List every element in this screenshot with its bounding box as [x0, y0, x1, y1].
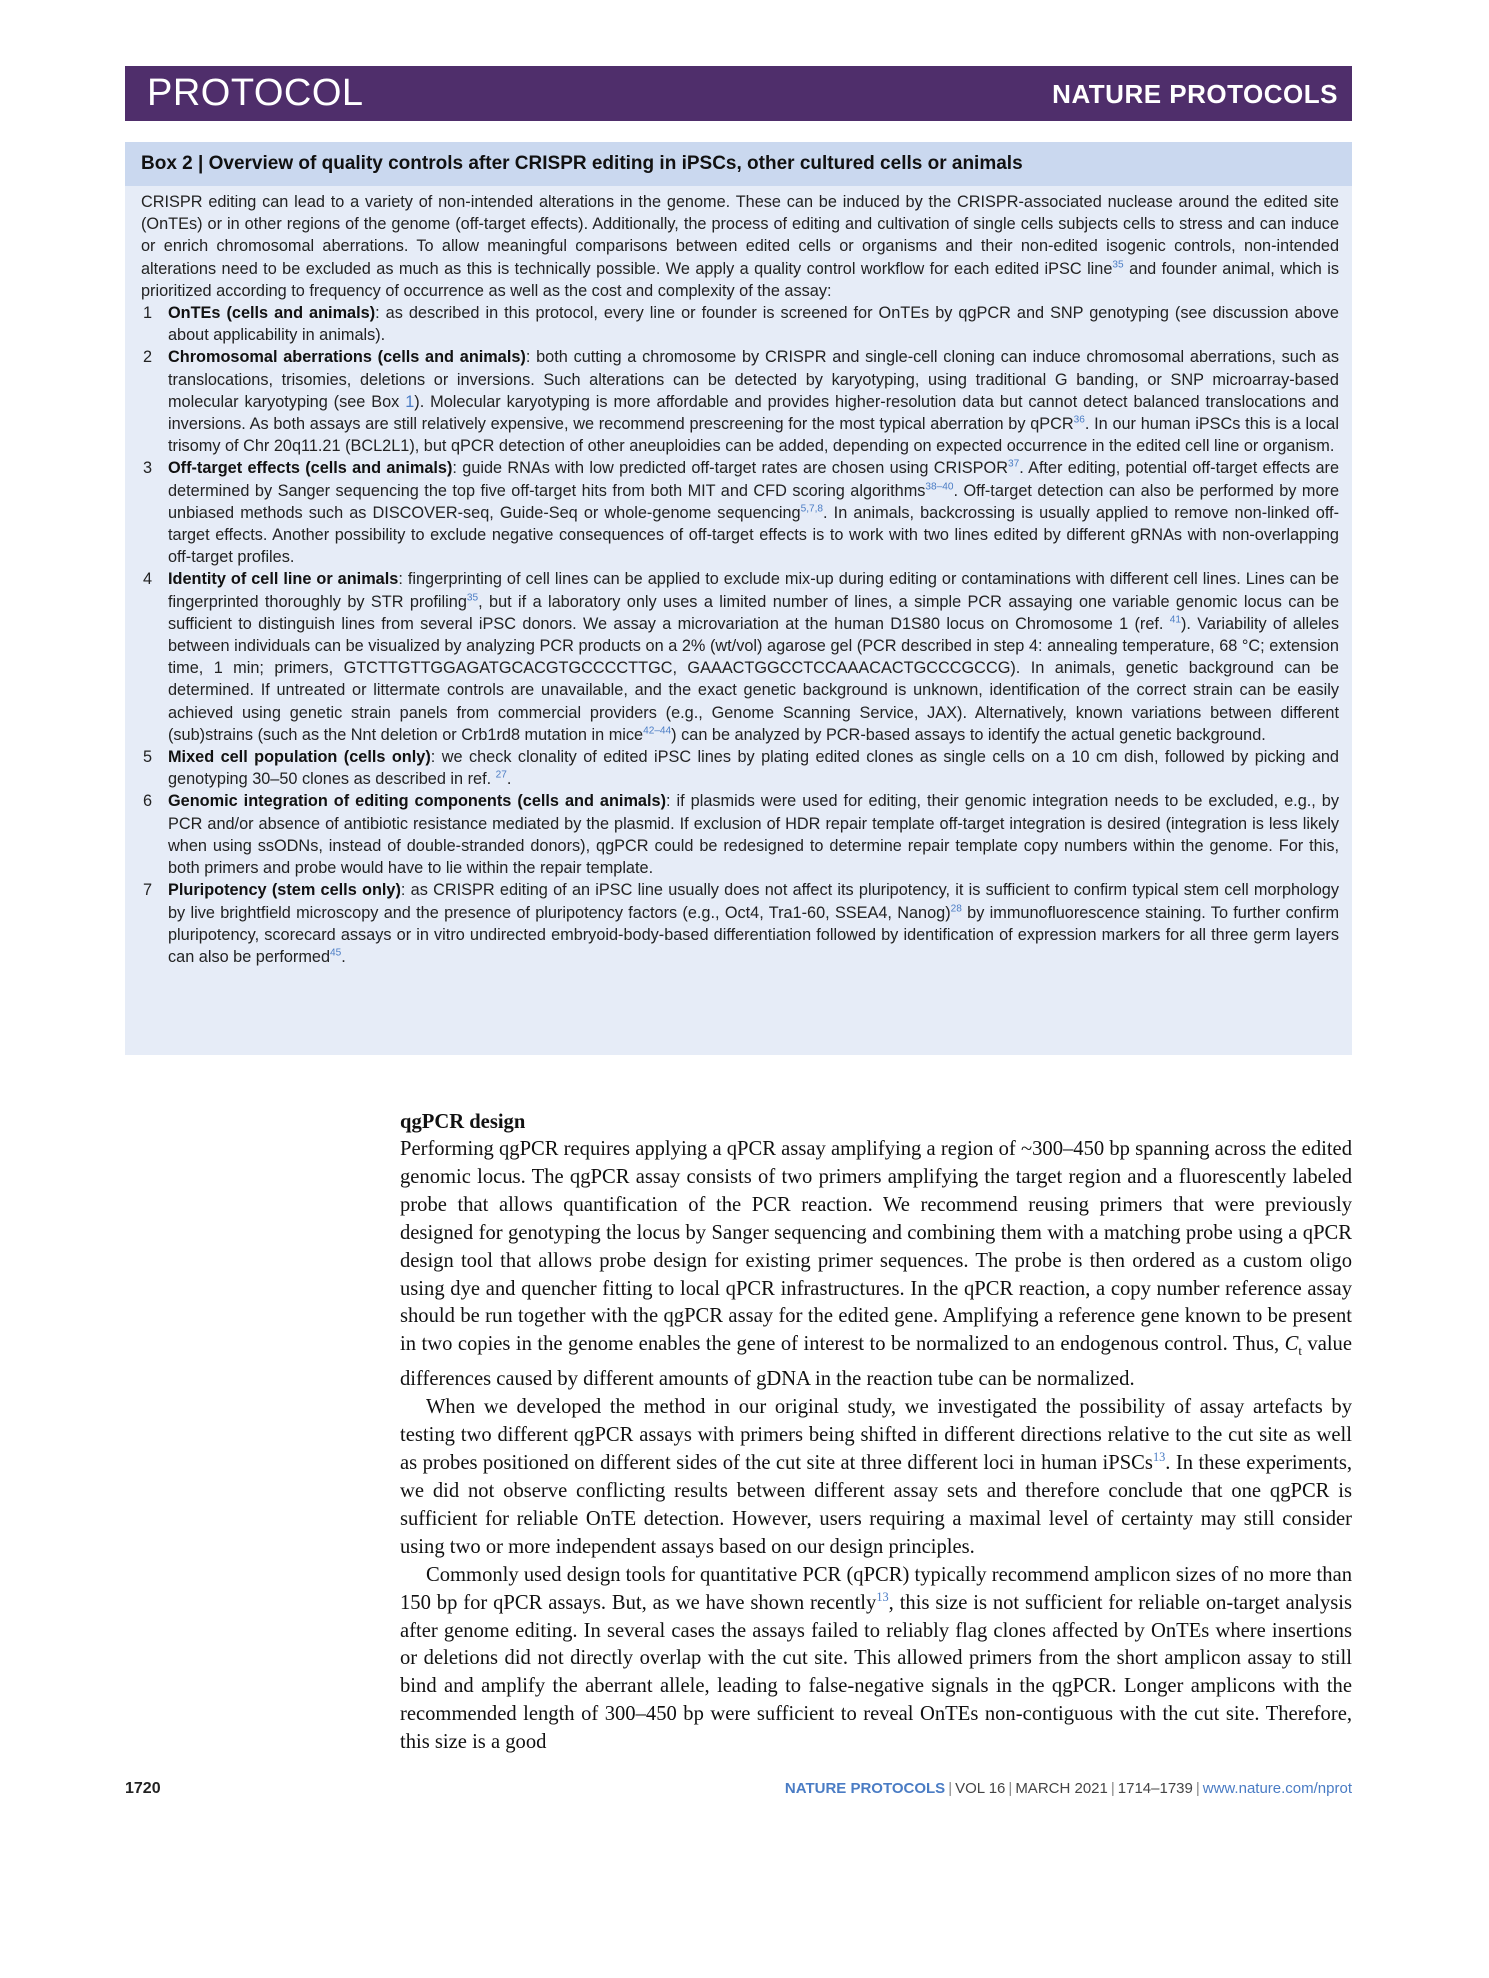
footer-volume: VOL 16 — [955, 1780, 1006, 1797]
box-link[interactable]: 1 — [405, 392, 415, 411]
citation-link[interactable]: 35 — [1112, 259, 1124, 271]
box-body — [141, 191, 1339, 968]
separator: | — [1008, 1780, 1013, 1797]
separator: | — [1195, 1780, 1200, 1797]
list-item: 3 Off-target effects (cells and animals): guide RNAs with low predicted off-target rates are chosen using CRISPOR$^{37}$. After editing, potential off-target effects are determined by Sanger sequencing the top five off-target hits from both MIT and CFD scoring algorithms$^{38-40}$. Off-target detection can also be performed by more unbiased methods such as DISCOVER-seq, Guide-Seq or whole-genome sequencing$^{5,7,8}$. In animals, backcrossing is usually applied to remove non-linked off-target effects. Another possibility to exclude negative consequences of off-target effects is to work with two lines edited by different gRNAs with non-overlapping off-target profiles. — [143, 459, 1340, 567]
section-label: PROTOCOL — [147, 72, 364, 114]
qc-list — [141, 302, 1339, 968]
item-title: Mixed cell population (cells only) — [168, 748, 431, 767]
citation-link[interactable]: 5,7,8 — [800, 503, 824, 515]
citation-link[interactable]: 36 — [1073, 414, 1085, 426]
list-item: 7 Pluripotency (stem cells only): as CRISPR editing of an iPSC line usually does not affect its pluripotency, it is sufficient to confirm typical stem cell morphology by live brightfield microscopy and the presence of pluripotency factors (e.g., Oct4, Tra1-60, SSEA4, Nanog)$^{28}$ by immunofluorescence staining. To further confirm pluripotency, scorecard assays or in vitro undirected embryoid-body-based differentiation followed by identification of expression markers for all three germ layers can also be performed$^{45}$. — [143, 881, 1340, 966]
main-text — [400, 1108, 1352, 1757]
box-title: Box 2 | Overview of quality controls after CRISPR editing in iPSCs, other cultured cells or animals — [141, 153, 1023, 174]
box-2 — [125, 142, 1352, 1055]
item-title: Identity of cell line or animals — [168, 570, 399, 589]
list-item: 4 Identity of cell line or animals: fingerprinting of cell lines can be applied to exclude mix-up during editing or contaminations with different cell lines. Lines can be fingerprinted thoroughly by STR profiling$^{35}$, but if a laboratory only uses a limited number of lines, a simple PCR assaying one variable genomic locus can be sufficient to distinguish lines from several iPSC donors. We assay a microvariation at the human D1S80 locus on Chromosome 1 (ref. $^{41}$). Variability of alleles between individuals can be visualized by analyzing PCR products on a 2% (wt/vol) agarose gel (PCR described in step 4: annealing temperature, 68 °C; extension time, 1 min; primers, GTCTTGTTGGAGATGCACGTGCCCCTTGC, GAAACTGGCCTCCAAACACTGCCCGCCG). In animals, genetic background can be determined. If untreated or littermate controls are unavailable, and the exact genetic background is unknown, identification of the correct strain can be easily achieved using genetic strain panels from commercial providers (e.g., Genome Scanning Service, JAX). Alternatively, known variations between different (sub)strains (such as the Nnt deletion or Crb1rd8 mutation in mice$^{42-44}$) can be analyzed by PCR-based assays to identify the actual genetic background. — [143, 570, 1339, 744]
list-item: 6 Genomic integration of editing components (cells and animals): if plasmids were used for editing, their genomic integration needs to be excluded, e.g., by PCR and/or absence of antibiotic resistance mediated by the plasmid. If exclusion of HDR repair template off-target integration is desired (integration is less likely when using ssODNs, instead of double-stranded donors), qgPCR could be redesigned to determine repair template copy numbers within the genome. For this, both primers and probe would have to lie within the repair template. — [143, 792, 1339, 878]
separator: | — [1110, 1780, 1115, 1797]
item-title: OnTEs (cells and animals) — [168, 304, 376, 323]
item-title: Pluripotency (stem cells only) — [168, 881, 401, 900]
list-item: 2 Chromosomal aberrations (cells and animals): both cutting a chromosome by CRISPR and single-cell cloning can induce chromosomal aberrations, such as translocations, trisomies, deletions or inversions. Such alterations can be detected by karyotyping, using traditional G banding, or SNP microarray-based molecular karyotyping (see Box 1). Molecular karyotyping is more affordable and provides higher-resolution data but cannot detect balanced translocations and inversions. As both assays are still relatively expensive, we recommend prescreening for the most typical aberration by qPCR$^{36}$. In our human iPSCs this is a local trisomy of Chr 20q11.21 (BCL2L1), but qPCR detection of other aneuploidies can be added, depending on expected occurrence in the edited cell line or organism. — [143, 348, 1339, 456]
paragraph: Performing qgPCR requires applying a qPCR assay amplifying a region of ~300–450 bp spanning across the edited genomic locus. The qgPCR assay consists of two primers amplifying the target region and a fluorescently labeled probe that allows quantification of the PCR reaction. We recommend reusing primers that were previously designed for genotyping the locus by Sanger sequencing and combining them with a matching probe using a qPCR design tool that allows probe design for existing primer sequences. The probe is then ordered as a custom oligo using dye and quencher fitting to local qPCR infrastructures. In the qPCR reaction, a copy number reference assay should be run together with the qgPCR assay for the edited gene. Amplifying a reference gene known to be present in two copies in the genome enables the gene of interest to be normalized to an endogenous control. Thus, $C_t$ value differences caused by different amounts of gDNA in the reaction tube can be normalized. — [400, 1138, 1352, 1391]
citation-link[interactable]: 13 — [1152, 1450, 1166, 1465]
paragraph: When we developed the method in our original study, we investigated the possibility of assay artefacts by testing two different qgPCR assays with primers being shifted in different directions relative to the cut site as well as probes positioned on different sides of the cut site at three different loci in human iPSCs$^{13}$. In these experiments, we did not observe conflicting results between different assay sets and therefore conclude that one qgPCR is sufficient for reliable OnTE detection. However, users requiring a maximal level of certainty may still consider using two or more independent assays based on our design principles. — [400, 1396, 1352, 1558]
list-item: 5 Mixed cell population (cells only): we check clonality of edited iPSC lines by plating edited clones as single cells on a 10 cm dish, followed by picking and genotyping 30–50 clones as described in ref. $^{27}$. — [143, 748, 1339, 789]
list-item: 1 OnTEs (cells and animals): as described in this protocol, every line or founder is screened for OnTEs by qgPCR and SNP genotyping (see discussion above about applicability in animals). — [143, 304, 1339, 345]
item-title: Chromosomal aberrations (cells and animals) — [168, 348, 526, 367]
citation-link[interactable]: 38–40 — [925, 481, 954, 493]
section-heading: qgPCR design — [400, 1111, 526, 1133]
footer-url-link[interactable]: www.nature.com/nprot — [1202, 1780, 1352, 1797]
journal-label: NATURE PROTOCOLS — [1052, 79, 1338, 109]
item-title: Genomic integration of editing components (cells and animals) — [168, 792, 666, 811]
page-number: 1720 — [125, 1780, 161, 1797]
header-bar — [125, 66, 1352, 121]
citation-link[interactable]: 35 — [466, 592, 479, 604]
separator: | — [948, 1780, 953, 1797]
citation-link[interactable]: 42–44 — [643, 725, 672, 737]
citation-link[interactable]: 41 — [1169, 614, 1181, 626]
ct-symbol: C — [1284, 1333, 1299, 1356]
footer-pages: 1714–1739 — [1117, 1780, 1193, 1797]
citation-link[interactable]: 28 — [950, 903, 962, 915]
footer-citation — [785, 1780, 1352, 1797]
citation-link[interactable]: 13 — [876, 1589, 889, 1604]
citation-link[interactable]: 37 — [1007, 459, 1020, 471]
box-title-strip — [125, 142, 1352, 186]
ct-subscript: t — [1298, 1344, 1302, 1359]
paragraph: Commonly used design tools for quantitative PCR (qPCR) typically recommend amplicon sizes of no more than 150 bp for qPCR assays. But, as we have shown recently$^{13}$, this size is not sufficient for reliable on-target analysis after genome editing. In several cases the assays failed to reliably flag clones affected by OnTEs where insertions or deletions did not directly overlap with the cut site. This allowed primers from the short amplicon assay to still bind and amplify the aberrant allele, leading to false-negative signals in the qgPCR. Longer amplicons with the recommended length of 300–450 bp were sufficient to reveal OnTEs non-contiguous with the cut site. Therefore, this size is a good — [400, 1563, 1353, 1754]
box-intro: CRISPR editing can lead to a variety of non-intended alterations in the genome. These can be induced by the CRISPR-associated nuclease around the edited site (OnTEs) or in other regions of the genome (off-target effects). Additionally, the process of editing and cultivation of single cells subjects cells to stress and can induce or enrich chromosomal aberrations. To allow meaningful comparisons between edited cells or organisms and their non-edited isogenic controls, non-intended alterations need to be excluded as much as this is technically possible. We apply a quality control workflow for each edited iPSC line$^{35}$ and founder animal, which is prioritized according to frequency of occurrence as well as the cost and complexity of the assay: — [141, 193, 1339, 300]
footer-date: MARCH 2021 — [1015, 1780, 1108, 1797]
citation-link[interactable]: 27 — [495, 769, 507, 781]
footer-journal: NATURE PROTOCOLS — [784, 1780, 946, 1797]
item-title: Off-target effects (cells and animals) — [168, 459, 453, 478]
citation-link[interactable]: 45 — [330, 947, 342, 959]
